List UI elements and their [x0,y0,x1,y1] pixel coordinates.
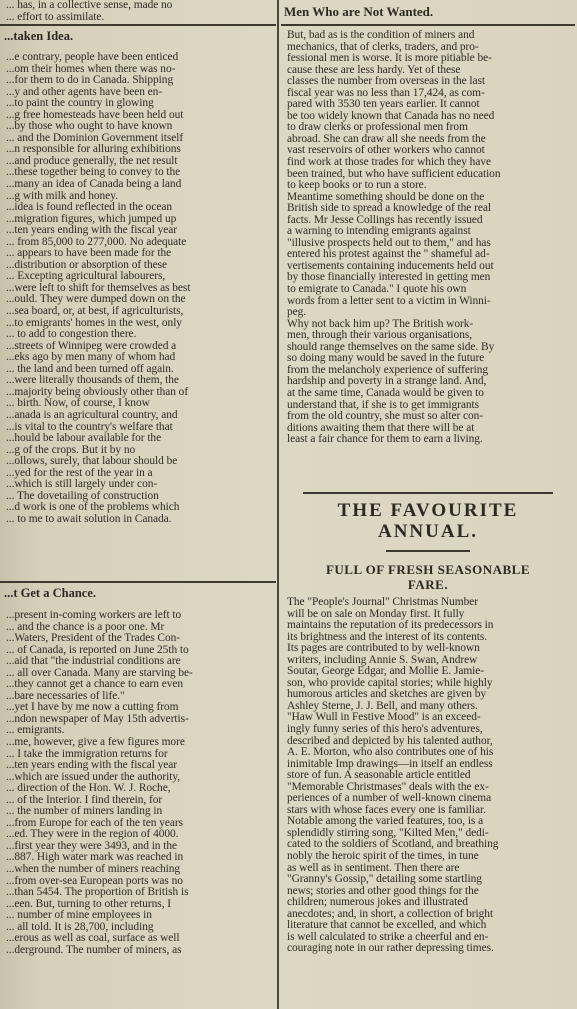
text-line: ... birth. Now, of course, I know [6,398,150,410]
text-line: peg. [287,307,307,319]
text-line: ...ed. They were in the region of 4000. [6,829,179,841]
text-line: to emigrate to Canada." I quote his own [287,284,467,296]
text-line: ... the number of miners landing in [6,806,163,818]
fresh-fare-subtitle [281,562,575,592]
text-line: ...which are issued under the authority, [6,771,181,783]
text-line: ...many an idea of Canada being a land [6,179,182,191]
text-line: facts. Mr Jesse Collings has recently issued [287,214,483,226]
text-line: be too widely known that Canada has no need [287,110,495,122]
text-line: at the same time, Canada would be given to [287,387,484,399]
headline: THE FAVOURITE [337,500,519,521]
text-line: ...they cannot get a chance to earn even [6,679,183,691]
not-wanted-heading [281,0,575,26]
text-line: ...om their homes when there was no- [6,63,176,75]
text-line: But, bad as is the condition of miners and [287,30,475,41]
text-line: ...is vital to the country's welfare that [6,421,173,433]
text-line: fessional men is worse. It is more pitiable be- [287,53,492,65]
text-line: should range themselves on the same side. By [287,341,495,353]
text-line: is well calculated to strike a cheerful and en- [287,931,489,943]
text-line: A. E. Morton, who also contributes one of his [287,747,494,759]
mistaken-idea-body [0,52,276,525]
text-line: ... and the chance is a poor one. Mr [6,621,165,633]
text-line: anecdotes; and, in short, a collection of bright [287,908,494,920]
text-line: Notable among the varied features, too, is a [287,816,484,828]
text-line: ...these together being to convey to the [6,167,181,179]
headline: ANNUAL. [377,521,479,542]
text-line: its brightness and the interest of its contents. [287,631,488,643]
text-line: ... appears to have been made for the [6,248,172,260]
text-line: ...ould. They were dumped down on the [6,294,186,306]
text-line: ...bare necessaries of life." [6,690,125,702]
text-line: ...from Europe for each of the ten years [6,817,184,829]
text-line: ...when the number of miners reaching [6,864,181,876]
mistaken-idea-heading [0,27,276,48]
text-line: as well as in sentiment. Then there are [287,862,460,874]
text-line: Ashley Sterne, J. J. Bell, and many others. [287,700,478,712]
text-line: ...streets of Winnipeg were crowded a [6,340,177,352]
text-line: cated to the soldiers of Scotland, and breathing [287,839,499,851]
text-line: from the melancholy experience of suffering [287,364,489,376]
text-line: ...d work is one of the problems which [6,502,180,514]
text-line: ...were left to shift for themselves as best [6,282,191,294]
text-line: children; numerous jokes and illustrated [287,897,468,909]
text-line: hardship and poverty in a strange land. And, [287,376,487,388]
text-line: ... of Canada, is reported on June 25th to [6,644,189,656]
text-line: ...majority being obviously other than of [6,386,189,398]
text-line: Its pages are contributed to by well-known [287,643,480,655]
text-line: ...first year they were 3493, and in the [6,840,178,852]
text-line: "illusive prospects held out to them," and has [287,237,491,249]
text-line: vertisements containing inducements held out [287,260,494,272]
text-line: will be on sale on Monday first. It fully [287,608,465,620]
text-line: ... to add to congestion there. [6,329,137,341]
text-line: British side to spread a knowledge of the real [287,203,491,215]
text-line: to draw clerks or professional men from [287,122,468,134]
text-line: ...to emigrants' homes in the west, only [6,317,182,329]
column-divider [277,0,279,1009]
text-line: ...to paint the country in glowing [6,98,154,110]
section-rule [0,581,276,583]
text-line: ...e contrary, people have been enticed [6,52,179,63]
text-line: ...y and other agents have been en- [6,86,163,98]
text-line: ...which is still largely under con- [6,479,158,491]
text-line: humorous articles and sketches are given by [287,689,487,701]
text-line: ...anada is an agricultural country, and [6,409,178,421]
text-line: writers, including Annie S. Swan, Andrew [287,654,478,666]
section-heading: Men Who are Not Wanted. [281,0,575,26]
section-rule [281,492,575,494]
short-rule [281,550,575,552]
text-line: son, who provide capital stories; while highly [287,677,493,689]
text-line: understand that, if she is to get immigrants [287,399,480,411]
text-line: cause these are less hardy. Yet of these [287,64,461,76]
text-line: entered his protest against the " shameful ad- [287,249,490,261]
text-line: ...erous as well as coal, surface as well [6,933,180,945]
text-line: Why not back him up? The British work- [287,318,474,330]
text-line: ...were literally thousands of them, the [6,375,179,387]
text-line: ... has, in a collective sense, made no [6,0,173,11]
text-line: men, through their various organisations, [287,330,473,342]
text-line: stars with whose faces every one is familiar. [287,804,486,816]
text-line: ...g of the crops. But it by no [6,444,136,456]
text-line: ... all over Canada. Many are starving be- [6,667,193,679]
text-line: ...ten years ending with the fiscal year [6,760,178,772]
subheadline: FULL OF FRESH SEASONABLE [325,562,531,577]
text-line: ...derground. The number of miners, as [6,944,182,956]
text-line: been trained, but who have sufficient education [287,168,501,180]
text-line: periences of a number of well-known cinema [287,793,492,805]
text-line: ditions awaiting them that there will be at [287,422,475,434]
text-line: ...for them to do in Canada. Shipping [6,75,174,87]
text-line: ... emigrants. [6,725,65,737]
text-line: ...g free homesteads have been held out [6,109,184,121]
text-line: Meantime something should be done on the [287,191,485,203]
text-line: ...yed for the rest of the year in a [6,467,153,479]
text-line: vast reservoirs of other workers who cannot [287,145,485,157]
text-line: ...n responsible for alluring exhibitions [6,144,181,156]
text-line: ... and the Dominion Government itself [6,132,184,144]
text-line: words from a letter sent to a victim in Winni- [287,295,491,307]
text-line: Soutar, George Edgar, and Mollie E. Jamie- [287,666,485,678]
text-line: fiscal year was no less than 17,424, as com- [287,87,485,99]
text-line: least a fair chance for them to earn a living. [287,434,483,446]
text-line: ...een. But, turning to other returns, I [6,898,172,910]
text-line: pared with 3530 ten years earlier. It cannot [287,99,480,111]
text-line: ...by those who ought to have known [6,121,173,133]
text-line: ... of the Interior. I find therein, for [6,794,163,806]
get-a-chance-body [0,610,276,956]
text-line: The "People's Journal" Christmas Number [287,597,478,608]
text-line: a warning to intending emigrants against [287,226,471,238]
text-line: ...aid that "the industrial conditions are [6,656,181,668]
text-line: ...eks ago by men many of whom had [6,352,176,364]
text-line: described and depicted by his talented author, [287,735,493,747]
text-line: "Memorable Christmases" deals with the ex- [287,781,489,793]
left-column [0,0,276,1009]
text-line: ... The dovetailing of construction [6,490,159,502]
text-line: by those financially interested in getting men [287,272,491,284]
text-line: literature that cannot be excelled, and which [287,920,487,932]
text-line: "Granny's Gossip," detailing some startling [287,874,482,886]
text-line: ...yet I have by me now a cutting from [6,702,179,714]
text-line: ...ten years ending with the fiscal year [6,225,178,237]
text-line: from the old country, she must so alter con- [287,411,484,423]
subheadline: FARE. [407,577,449,592]
text-line: ... direction of the Hon. W. J. Roche, [6,783,171,795]
favourite-annual-title [281,500,575,542]
text-line: abroad. She can draw all she needs from the [287,133,486,145]
text-line: ...ollows, surely, that labour should be [6,456,178,468]
text-line: news; stories and other good things for the [287,885,479,897]
text-line: ...Waters, President of the Trades Con- [6,633,180,645]
text-line: ...distribution or absorption of these [6,259,168,271]
text-line: ...hould be labour available for the [6,433,162,445]
text-line: find work at those trades for which they have [287,157,491,169]
text-line: store of fun. A seasonable article entitled [287,770,471,782]
text-line: splendidly stirring song, "Kilted Men," dedi- [287,827,489,839]
text-line: ... the land and been turned off again. [6,363,174,375]
text-line: ... number of mine employees in [6,910,152,922]
annual-body [281,597,575,955]
text-line: ...g with milk and honey. [6,190,118,202]
right-column [281,0,575,1009]
text-line: ... all told. It is 28,700, including [6,921,154,933]
text-line: maintains the reputation of its predecessors in [287,620,494,632]
text-line: ... effort to assimilate. [6,11,105,23]
get-a-chance-heading [0,584,276,605]
text-line: ...ndon newspaper of May 15th advertis- [6,713,189,725]
text-line: inimitable Imp drawings—in itself an endless [287,758,493,770]
section-rule [0,24,276,26]
text-line: ... to me to await solution in Canada. [6,513,172,525]
text-line: ...present in-coming workers are left to [6,610,182,621]
text-line: ... Excepting agricultural labourers, [6,271,166,283]
section-heading: ...taken Idea. [4,29,74,43]
text-line: ... I take the immigration returns for [6,748,168,760]
text-line: to keep books or to run a store. [287,180,427,192]
text-line: ...and produce generally, the net result [6,155,178,167]
intro-paragraph [0,0,276,23]
text-line: ...idea is found reflected in the ocean [6,202,172,214]
text-line: ingly funny series of this hero's adventures, [287,724,483,736]
text-line: ...me, however, give a few figures more [6,737,185,749]
text-line: so doing many would be saved in the future [287,353,485,365]
text-line: "Haw Wull in Festive Mood" is an exceed- [287,712,481,724]
text-line: ...migration figures, which jumped up [6,213,177,225]
text-line: ...887. High water mark was reached in [6,852,184,864]
text-line: ...from over-sea European ports was no [6,875,183,887]
text-line: couraging note in our rather depressing times. [287,943,494,955]
text-line: nobly the heroic spirit of the times, in tune [287,851,479,863]
text-line: classes the number from overseas in the last [287,76,486,88]
text-line: ...sea board, or, at best, if agriculturists, [6,306,184,318]
text-line: ... from 85,000 to 277,000. No adequate [6,236,187,248]
not-wanted-body [281,30,575,446]
text-line: ...than 5454. The proportion of British is [6,887,189,899]
text-line: mechanics, that of clerks, traders, and pro- [287,41,479,53]
section-heading: ...t Get a Chance. [4,586,96,600]
